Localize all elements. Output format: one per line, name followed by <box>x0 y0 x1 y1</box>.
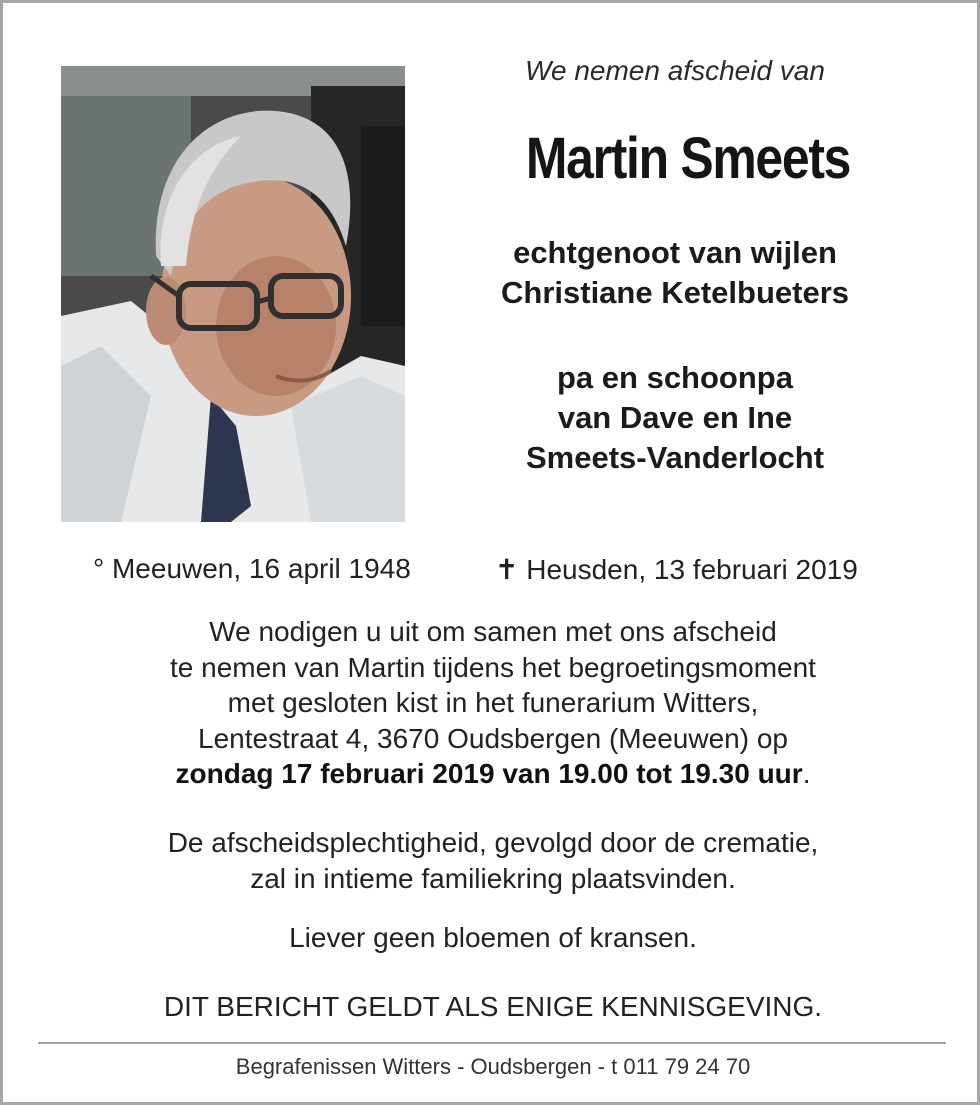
spouse-relation <box>435 233 915 313</box>
birth-info: ° Meeuwen, 16 april 1948 <box>93 553 411 584</box>
ceremony-text <box>63 825 923 896</box>
death-info: ✝ Heusden, 13 februari 2019 <box>495 554 858 585</box>
period: . <box>802 758 811 789</box>
family-relation <box>435 358 915 478</box>
invitation-line: Lentestraat 4, 3670 Oudsbergen (Meeuwen) op <box>198 722 788 754</box>
visitation-datetime: zondag 17 februari 2019 van 19.00 tot 19.30 uur <box>175 758 803 789</box>
portrait-photo <box>61 66 405 522</box>
invitation-line: We nodigen u uit om samen met ons afscheid <box>209 616 777 647</box>
relation-line: Christiane Ketelbueters <box>501 275 849 310</box>
relation-line: echtgenoot van wijlen <box>513 235 837 270</box>
invitation-text <box>63 614 923 792</box>
ceremony-line: zal in intieme familiekring plaatsvinden. <box>250 862 736 894</box>
relation-line: van Dave en Ine <box>557 400 793 435</box>
footer-divider <box>38 1042 946 1044</box>
deceased-name: Martin Smeets <box>525 126 851 191</box>
ceremony-line: De afscheidsplechtigheid, gevolgd door de crematie, <box>167 827 819 858</box>
flowers-note: Liever geen bloemen of kransen. <box>289 922 697 953</box>
official-notice: DIT BERICHT GELDT ALS ENIGE KENNISGEVING. <box>163 991 823 1022</box>
relation-line: pa en schoonpa <box>557 360 793 395</box>
relation-line: Smeets-Vanderlocht <box>525 440 825 475</box>
invitation-line: te nemen van Martin tijdens het begroetingsmoment <box>170 651 816 683</box>
portrait-illustration <box>61 66 405 522</box>
intro-text: We nemen afscheid van <box>525 55 825 86</box>
funeral-home-footer: Begrafenissen Witters - Oudsbergen - t 011 79 24 70 <box>235 1054 751 1079</box>
invitation-datetime-line <box>63 756 923 792</box>
invitation-line: met gesloten kist in het funerarium Witters, <box>227 687 759 718</box>
